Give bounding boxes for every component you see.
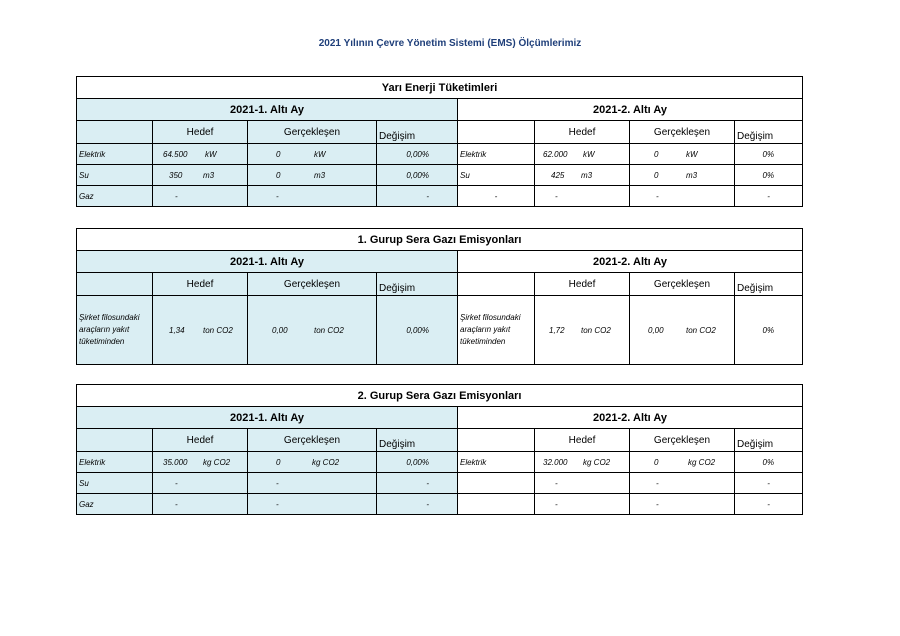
target-value: 64.500 [163,149,188,159]
table-row [77,452,803,473]
period1-header: 2021-1. Altı Ay [77,251,458,273]
change-value: 0,00% [377,144,458,165]
target-unit: kg CO2 [203,457,231,467]
change-header: Değişim [377,121,458,144]
actual-value: - [656,478,659,488]
row-label: Elektrik [77,144,153,165]
target-value: 35.000 [163,457,188,467]
target-value: - [175,499,178,509]
period2-header: 2021-2. Altı Ay [458,407,803,429]
change-value: 0,00% [377,296,458,365]
target-header: Hedef [535,121,630,144]
target-value: - [555,499,558,509]
target-unit: ton CO2 [581,325,611,335]
change-value: - [735,494,803,515]
target-value: 1,72 [549,325,565,335]
row-label: Gaz [77,494,153,515]
change-header: Değişim [735,429,803,452]
change-value: - [735,473,803,494]
target-header: Hedef [153,121,248,144]
actual-value: 0 [276,457,281,467]
actual-header: Gerçekleşen [248,121,377,144]
change-value: 0,00% [377,165,458,186]
actual-unit: m3 [686,170,698,180]
actual-unit: ton CO2 [314,325,344,335]
table-title: 1. Gurup Sera Gazı Emisyonları [77,229,803,251]
change-value: 0% [735,296,803,365]
actual-header: Gerçekleşen [630,273,735,296]
actual-header: Gerçekleşen [630,121,735,144]
row-label: Su [458,165,535,186]
target-unit: kW [205,149,217,159]
change-header: Değişim [735,121,803,144]
period1-header: 2021-1. Altı Ay [77,407,458,429]
table-title: Yarı Enerji Tüketimleri [77,77,803,99]
target-header: Hedef [153,273,248,296]
actual-unit: kW [686,149,698,159]
actual-header: Gerçekleşen [248,429,377,452]
target-value: - [175,478,178,488]
actual-value: - [276,191,279,201]
table-row [77,494,803,515]
row-label: Elektrik [77,452,153,473]
target-unit: kW [583,149,595,159]
target-unit: m3 [203,170,215,180]
actual-value: - [276,478,279,488]
target-header: Hedef [535,273,630,296]
period2-header: 2021-2. Altı Ay [458,251,803,273]
change-value: 0% [735,144,803,165]
actual-unit: ton CO2 [686,325,716,335]
target-value: 32.000 [543,457,568,467]
row-label: Şirket filosundaki araçların yakıt tüketiminden [77,296,153,365]
actual-value: 0 [654,149,659,159]
table-row [77,144,803,165]
actual-header: Gerçekleşen [630,429,735,452]
change-value: 0% [735,165,803,186]
actual-value: 0 [276,170,281,180]
change-header: Değişim [735,273,803,296]
target-unit: ton CO2 [203,325,233,335]
change-value: - [377,473,458,494]
row-label [458,473,535,494]
change-value: - [377,494,458,515]
actual-unit: kg CO2 [312,457,340,467]
change-value: 0,00% [377,452,458,473]
actual-unit: kW [314,149,326,159]
page-title: 2021 Yılının Çevre Yönetim Sistemi (EMS) Ölçümlerimiz [318,38,582,49]
actual-unit: m3 [314,170,326,180]
target-value: 1,34 [169,325,185,335]
row-label [458,494,535,515]
row-label: - [458,186,535,207]
actual-value: 0 [654,457,659,467]
row-label: Elektrik [458,452,535,473]
target-value: - [555,191,558,201]
target-unit: kg CO2 [583,457,611,467]
actual-value: 0 [276,149,281,159]
period2-header: 2021-2. Altı Ay [458,99,803,121]
actual-value: 0,00 [272,325,288,335]
target-value: - [175,191,178,201]
target-unit: m3 [581,170,593,180]
change-value: - [377,186,458,207]
scope2-emissions-table [76,384,803,515]
target-header: Hedef [535,429,630,452]
target-value: 350 [169,170,183,180]
row-label: Su [77,165,153,186]
actual-unit: kg CO2 [688,457,716,467]
actual-value: 0 [654,170,659,180]
row-label: Şirket filosundaki araçların yakıt tüketiminden [458,296,535,365]
change-header: Değişim [377,273,458,296]
change-value: 0% [735,452,803,473]
target-header: Hedef [153,429,248,452]
row-label: Elektrik [458,144,535,165]
table-row [77,186,803,207]
change-value: - [735,186,803,207]
target-value: 425 [551,170,565,180]
actual-value: - [656,191,659,201]
table-row [77,473,803,494]
row-label: Su [77,473,153,494]
scope1-emissions-table [76,228,803,365]
actual-value: 0,00 [648,325,664,335]
table-row [77,296,803,365]
target-value: - [555,478,558,488]
table-title: 2. Gurup Sera Gazı Emisyonları [77,385,803,407]
energy-consumption-table [76,76,803,207]
table-row [77,165,803,186]
actual-value: - [276,499,279,509]
period1-header: 2021-1. Altı Ay [77,99,458,121]
row-label: Gaz [77,186,153,207]
actual-header: Gerçekleşen [248,273,377,296]
actual-value: - [656,499,659,509]
target-value: 62.000 [543,149,568,159]
change-header: Değişim [377,429,458,452]
